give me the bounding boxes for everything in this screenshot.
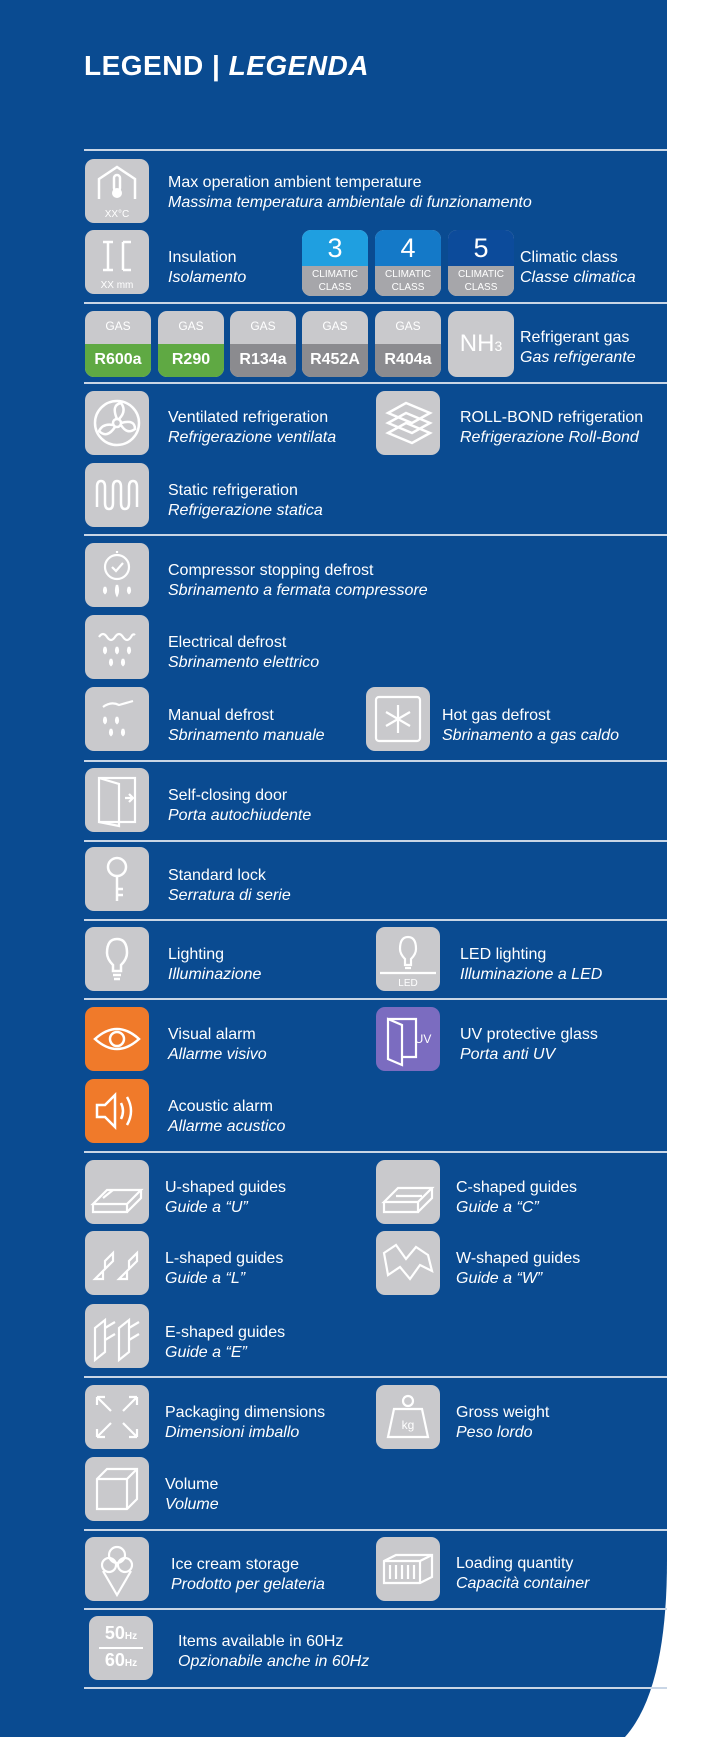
c-guides-label: C-shaped guides Guide a “C”	[456, 1179, 577, 1216]
u-guides-icon	[85, 1160, 149, 1224]
uv-glass-label: UV protective glass Porta anti UV	[460, 1026, 598, 1063]
divider	[84, 534, 667, 536]
climatic-class-5-badge	[448, 230, 514, 296]
divider	[84, 382, 667, 384]
divider	[84, 1151, 667, 1153]
gas-r134a-badge: GAS R134a	[230, 311, 296, 377]
expand-arrows-icon	[85, 1385, 149, 1449]
hz-top: 50Hz	[104, 1623, 138, 1643]
cube-icon	[85, 1457, 149, 1521]
divider	[84, 149, 667, 151]
hotgas-defrost-label: Hot gas defrost Sbrinamento a gas caldo	[442, 707, 619, 744]
static-label: Static refrigeration Refrigerazione statica	[168, 482, 323, 519]
self-closing-label: Self-closing door Porta autochiudente	[168, 787, 312, 824]
w-guides-label: W-shaped guides Guide a “W”	[456, 1250, 581, 1287]
e-guides-icon	[85, 1304, 149, 1368]
c-guides-icon	[376, 1160, 440, 1224]
gas-nh3-badge: NH3	[448, 311, 514, 377]
climatic-class-3-badge	[302, 230, 368, 296]
divider	[84, 1608, 667, 1610]
l-guides-icon	[85, 1231, 149, 1295]
hz-bottom: 60Hz	[104, 1650, 138, 1670]
climatic-class-5-number: 5	[448, 230, 514, 266]
thermometer-house-icon	[85, 159, 149, 223]
climatic-it: Classe climatica	[520, 269, 636, 286]
divider	[84, 998, 667, 1000]
visual-alarm-label: Visual alarm Allarme visivo	[168, 1026, 267, 1063]
l-guides-label: L-shaped guides Guide a “L”	[165, 1250, 284, 1287]
weight-kg-icon	[376, 1385, 440, 1449]
u-guides-label: U-shaped guides Guide a “U”	[165, 1179, 286, 1216]
led-caption: LED	[398, 978, 418, 989]
light-bulb-icon	[85, 927, 149, 991]
climatic-class-4-caption: CLIMATIC CLASS	[375, 266, 441, 296]
compressor-defrost-label: Compressor stopping defrost Sbrinamento a fermata compressore	[168, 562, 428, 599]
packaging-label: Packaging dimensions Dimensioni imballo	[165, 1404, 326, 1441]
manual-defrost-label: Manual defrost Sbrinamento manuale	[168, 707, 325, 744]
roll-bond-icon	[376, 391, 440, 455]
hz-label: Items available in 60Hz Opzionabile anche in 60Hz	[178, 1633, 370, 1670]
key-icon	[85, 847, 149, 911]
container-icon	[376, 1537, 440, 1601]
insulation-caption: XX mm	[100, 280, 134, 291]
divider	[84, 760, 667, 762]
led-bulb-icon	[376, 927, 440, 991]
refrigerant-label	[520, 328, 636, 368]
fan-icon	[85, 391, 149, 455]
lock-label: Standard lock Serratura di serie	[168, 867, 291, 904]
loading-label: Loading quantity Capacità container	[456, 1555, 590, 1592]
insulation-icon	[85, 230, 149, 294]
weight-caption: kg	[401, 1418, 415, 1432]
ice-cream-label: Ice cream storage Prodotto per gelateria	[171, 1556, 325, 1593]
uv-glass-icon	[376, 1007, 440, 1071]
acoustic-alarm-label: Acoustic alarm Allarme acustico	[168, 1098, 286, 1135]
lighting-label: Lighting Illuminazione	[168, 946, 262, 983]
climatic-label	[520, 248, 636, 288]
static-coil-icon	[85, 463, 149, 527]
climatic-class-3-number: 3	[302, 230, 368, 266]
volume-label: Volume Volume	[165, 1476, 219, 1513]
title-it: LEGENDA	[228, 50, 369, 81]
refrigerant-it: Gas refrigerante	[520, 349, 636, 366]
divider	[84, 919, 667, 921]
title-en: LEGEND	[84, 50, 204, 81]
divider	[84, 840, 667, 842]
electrical-defrost-label: Electrical defrost Sbrinamento elettrico	[168, 634, 320, 671]
speaker-icon	[85, 1079, 149, 1143]
gas-r600a-badge: GAS R600a	[85, 311, 151, 377]
ice-cream-icon	[85, 1537, 149, 1601]
divider	[84, 302, 667, 304]
uv-caption: UV	[414, 1032, 432, 1046]
gas-r404a-badge: GAS R404a	[375, 311, 441, 377]
w-guides-icon	[376, 1231, 440, 1295]
refrigerant-en: Refrigerant gas	[520, 329, 630, 346]
climatic-class-5-caption: CLIMATIC CLASS	[448, 266, 514, 296]
gas-r290-badge: GAS R290	[158, 311, 224, 377]
manual-defrost-icon	[85, 687, 149, 751]
insulation-label	[168, 248, 246, 288]
ventilated-label: Ventilated refrigeration Refrigerazione ventilata	[168, 409, 337, 446]
divider	[84, 1687, 667, 1689]
climatic-en: Climatic class	[520, 249, 618, 266]
page-title	[84, 50, 369, 82]
divider	[84, 1529, 667, 1531]
insulation-en: Insulation	[168, 249, 237, 266]
max-temp-caption: XX°C	[104, 209, 130, 220]
eye-icon	[85, 1007, 149, 1071]
self-closing-door-icon	[85, 768, 149, 832]
insulation-it: Isolamento	[168, 269, 247, 286]
divider	[84, 1376, 667, 1378]
e-guides-label: E-shaped guides Guide a “E”	[165, 1324, 286, 1361]
gross-weight-label: Gross weight Peso lordo	[456, 1404, 550, 1441]
hz-badge	[89, 1616, 153, 1680]
hot-gas-defrost-icon	[366, 687, 430, 751]
led-label: LED lighting Illuminazione a LED	[460, 946, 603, 983]
max-temp-it: Massima temperatura ambientale di funzionamento	[168, 194, 532, 211]
title-separator: |	[211, 50, 221, 81]
max-temp-en: Max operation ambient temperature	[168, 174, 422, 191]
climatic-class-4-badge	[375, 230, 441, 296]
rollbond-label: ROLL-BOND refrigeration Refrigerazione Roll-Bond	[460, 409, 644, 446]
climatic-class-4-number: 4	[375, 230, 441, 266]
climatic-class-3-caption: CLIMATIC CLASS	[302, 266, 368, 296]
max-temp-label	[168, 173, 532, 213]
electrical-defrost-icon	[85, 615, 149, 679]
gas-r452a-badge: GAS R452A	[302, 311, 368, 377]
compressor-defrost-icon	[85, 543, 149, 607]
